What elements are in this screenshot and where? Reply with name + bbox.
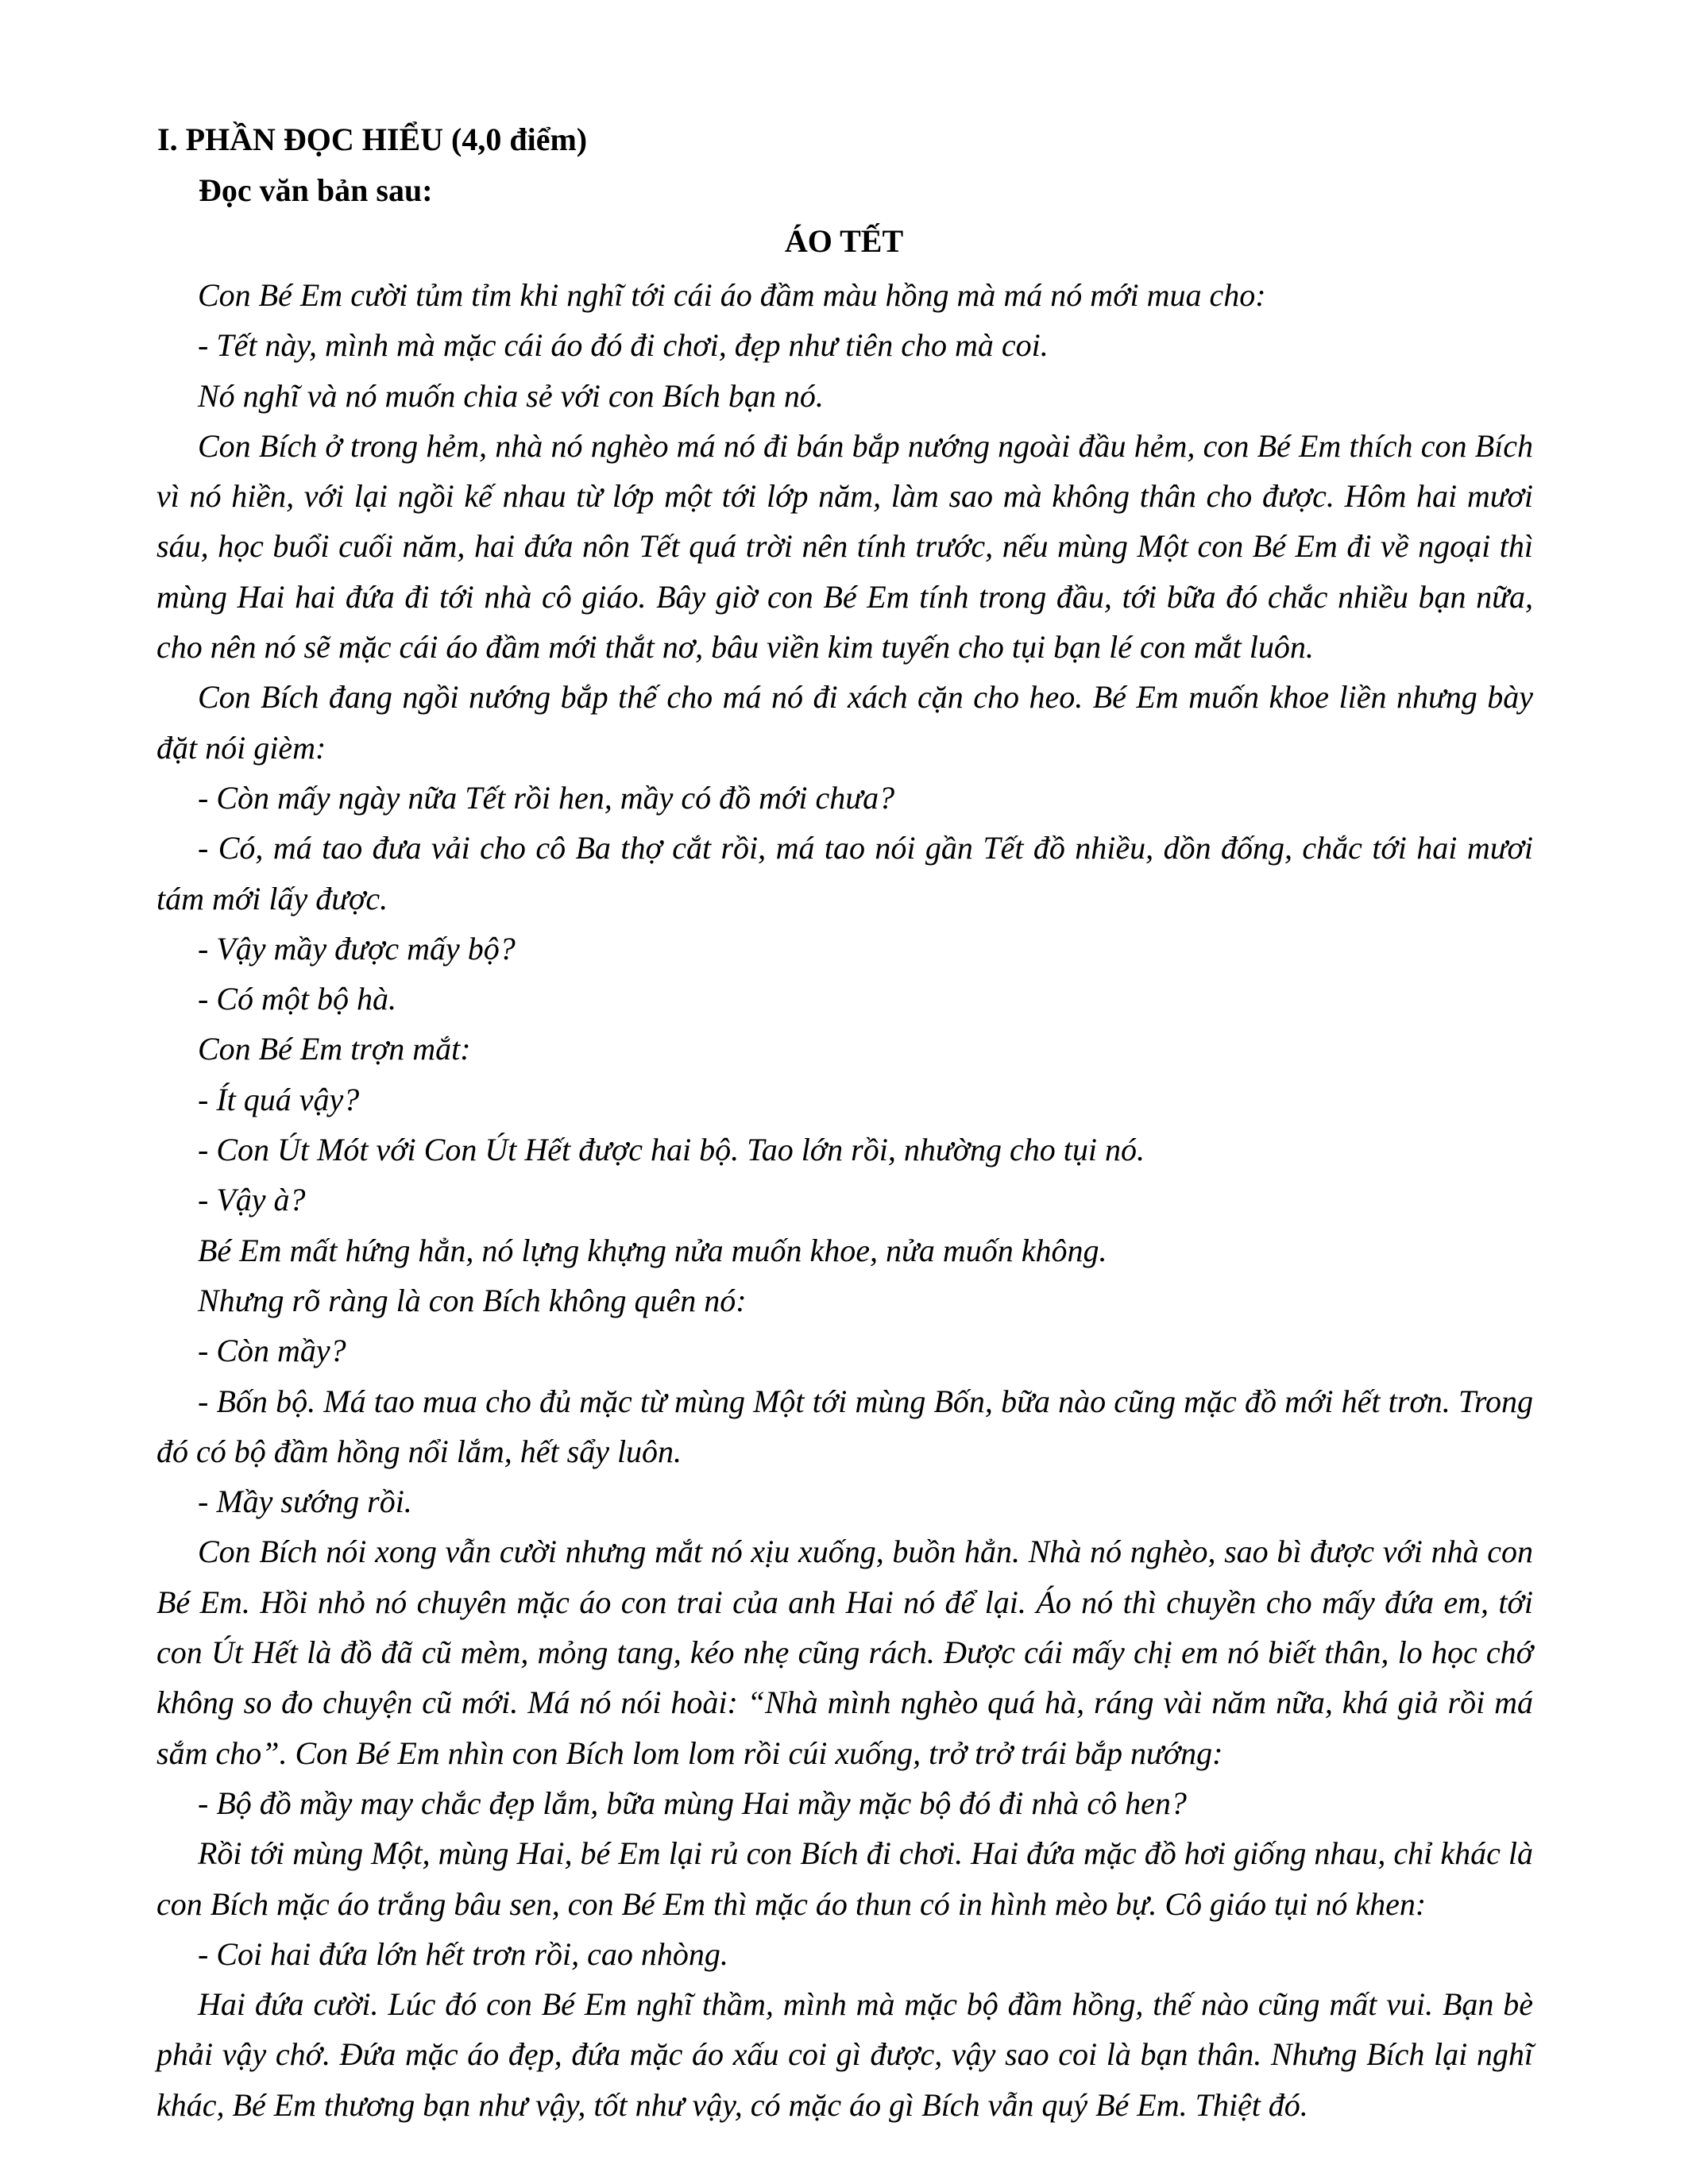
story-paragraph: - Con Út Mót với Con Út Hết được hai bộ. Tao lớn rồi, nhường cho tụi nó. [198,1132,1145,1168]
story-paragraph: Con Bích ở trong hẻm, nhà nó nghèo má nó đi bán bắp nướng ngoài đầu hẻm, con Bé Em thích con Bích vì nó hiền, với lại ngồi kế nhau từ lớp một tới lớp năm, làm sao mà không thân cho được. Hôm hai mươi sáu, học buổi cuối năm, hai đứa nôn Tết quá trời nên tính trước, nếu mùng Một con Bé Em đi về ngoại thì mùng Hai hai đứa đi tới nhà cô giáo. Bây giờ con Bé Em tính trong đầu, tới bữa đó chắc nhiều bạn nữa, cho nên nó sẽ mặc cái áo đầm mới thắt nơ, bâu viền kim tuyến cho tụi bạn lé con mắt luôn. [156,427,1533,666]
story-paragraph: - Tết này, mình mà mặc cái áo đó đi chơi, đẹp như tiên cho mà coi. [198,327,1049,364]
story-paragraph: - Ít quá vậy? [198,1081,360,1117]
story-paragraph: Rồi tới mùng Một, mùng Hai, bé Em lại rủ con Bích đi chơi. Hai đứa mặc đồ hơi giống nhau, chỉ khác là con Bích mặc áo trắng bâu sen, con Bé Em thì mặc áo thun có in hình mèo bự. Cô giáo tụi nó khen: [156,1835,1533,1922]
story-paragraph: - Còn mấy ngày nữa Tết rồi hen, mầy có đồ mới chưa? [198,779,895,816]
story-paragraph: - Bốn bộ. Má tao mua cho đủ mặc từ mùng Một tới mùng Bốn, bữa nào cũng mặc đồ mới hết trơn. Trong đó có bộ đầm hồng nổi lắm, hết sẩy luôn. [156,1383,1533,1469]
story-paragraph: Nó nghĩ và nó muốn chia sẻ với con Bích bạn nó. [198,377,824,414]
story-paragraph: - Vậy mầy được mấy bộ? [198,930,516,967]
section-title: I. PHẦN ĐỌC HIỂU (4,0 điểm) [157,122,588,157]
story-paragraph: Con Bích nói xong vẫn cười nhưng mắt nó xịu xuống, buồn hẳn. Nhà nó nghèo, sao bì được với nhà con Bé Em. Hồi nhỏ nó chuyên mặc áo con trai của anh Hai nó để lại. Áo nó thì chuyền cho mấy đứa em, tới con Út Hết là đồ đã cũ mèm, mỏng tang, kéo nhẹ cũng rách. Được cái mấy chị em nó biết thân, lo học chớ không so đo chuyện cũ mới. Má nó nói hoài: “Nhà mình nghèo quá hà, ráng vài năm nữa, khá giả rồi má sắm cho”. Con Bé Em nhìn con Bích lom lom rồi cúi xuống, trở trở trái bắp nướng: [156,1534,1533,1771]
story-paragraph: - Mầy sướng rồi. [198,1484,412,1520]
story-paragraph: Hai đứa cười. Lúc đó con Bé Em nghĩ thầm, mình mà mặc bộ đầm hồng, thế nào cũng mất vui. Bạn bè phải vậy chớ. Đứa mặc áo đẹp, đứa mặc áo xấu coi gì được, vậy sao coi là bạn thân. Nhưng Bích lại nghĩ khác, Bé Em thương bạn như vậy, tốt như vậy, có mặc áo gì Bích vẫn quý Bé Em. Thiệt đó. [156,1986,1533,2123]
story-paragraph: - Có một bộ hà. [198,981,396,1017]
story-paragraph: Con Bé Em trợn mắt: [198,1031,471,1067]
story-paragraph: Con Bích đang ngồi nướng bắp thế cho má nó đi xách cặn cho heo. Bé Em muốn khoe liền nhưng bày đặt nói gièm: [156,679,1533,766]
story-paragraph: Nhưng rõ ràng là con Bích không quên nó: [198,1282,747,1318]
story-paragraph: - Coi hai đứa lớn hết trơn rồi, cao nhòng. [198,1935,728,1972]
story-body [156,270,1533,2130]
story-paragraph: - Bộ đồ mầy may chắc đẹp lắm, bữa mùng Hai mầy mặc bộ đó đi nhà cô hen? [198,1785,1187,1821]
story-title: ÁO TẾT [784,223,904,259]
story-paragraph: - Còn mầy? [198,1333,346,1369]
story-paragraph: - Vậy à? [198,1182,306,1218]
story-paragraph: Con Bé Em cười tủm tỉm khi nghĩ tới cái áo đầm màu hồng mà má nó mới mua cho: [198,277,1266,313]
reading-instruction: Đọc văn bản sau: [199,172,433,208]
story-paragraph: - Có, má tao đưa vải cho cô Ba thợ cắt rồi, má tao nói gần Tết đồ nhiều, dồn đống, chắc tới hai mươi tám mới lấy được. [156,830,1533,916]
story-paragraph: Bé Em mất hứng hẳn, nó lựng khựng nửa muốn khoe, nửa muốn không. [198,1232,1107,1268]
